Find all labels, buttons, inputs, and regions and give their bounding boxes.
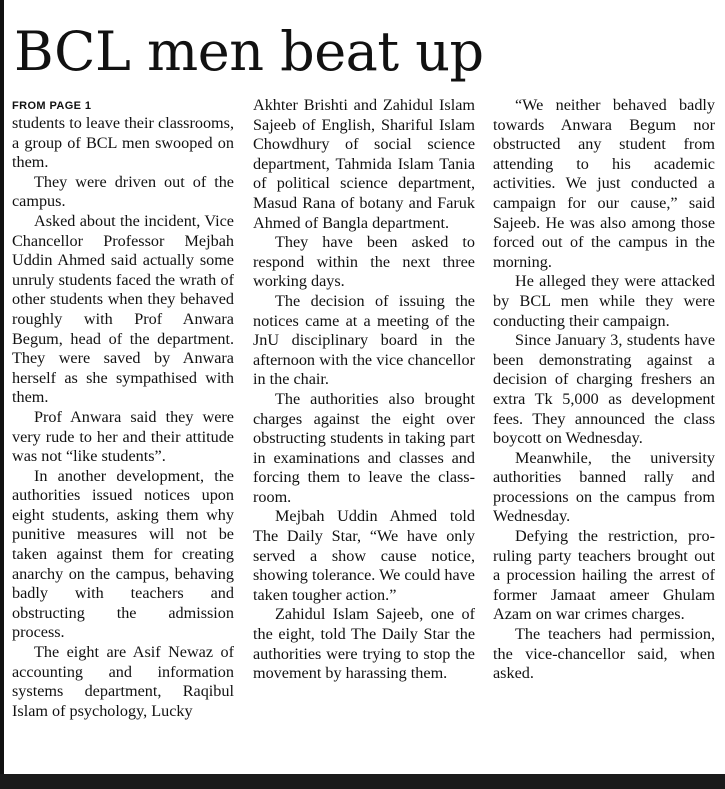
paragraph: The teachers had permission, the vice-chancellor said, when asked.: [493, 625, 715, 683]
paragraph: Zahidul Islam Sajeeb, one of the eight, told The Daily Star the authorities were trying to stop the movement by harassing them.: [253, 605, 475, 683]
paragraph: Defying the restriction, pro-ruling party teachers brought out a procession hailing the arrest of former Jamaat ameer Ghulam Azam on war crimes charges.: [493, 527, 715, 624]
bottom-border: [0, 774, 725, 789]
paragraph: The authorities also brought charges against the eight over obstructing students in taking part in examinations and classes and forcing them to leave the classroom.: [253, 389, 475, 506]
article-column-3: [493, 96, 715, 774]
headline: BCL men beat up: [14, 20, 484, 83]
paragraph: In another development, the authorities issued notices upon eight students, asking them why punitive measures will not be taken against them for creating anarchy on the campus, behaving badly with teachers and obstructing the admission process.: [12, 466, 234, 642]
continuation-kicker: FROM PAGE 1: [12, 100, 92, 112]
article-column-2: [253, 96, 475, 774]
paragraph: The eight are Asif Newaz of accounting and information systems department, Raqibul Islam of psychology, Lucky: [12, 643, 234, 720]
paragraph: Meanwhile, the university authorities banned rally and processions on the campus from Wednesday.: [493, 448, 715, 526]
paragraph: They have been asked to respond within the next three working days.: [253, 233, 475, 291]
paragraph: He alleged they were attacked by BCL men while they were conducting their campaign.: [493, 272, 715, 330]
paragraph: Asked about the incident, Vice Chancellor Professor Mejbah Uddin Ahmed said actually some unruly students faced the wrath of other students when they behaved roughly with Prof Anwara Begum, head of the department. They were saved by Anwara herself as she sympathised with them.: [12, 211, 234, 407]
paragraph: “We neither behaved badly towards Anwara Begum nor obstructed any student from attending to his academic activities. We just conducted a campaign for our cause,” said Sajeeb. He was also among those forced out of the campus in the morning.: [493, 96, 715, 271]
paragraph: students to leave their classrooms, a group of BCL men swooped on them.: [12, 114, 234, 172]
paragraph: Mejbah Uddin Ahmed told The Daily Star, “We have only served a show cause notice, showing tolerance. We could have taken tougher action.”: [253, 507, 475, 604]
paragraph: Akhter Brishti and Zahidul Islam Sajeeb of English, Shariful Islam Chowdhury of social science department, Tahmida Islam Tania of political science department, Masud Rana of botany and Faruk Ahmed of Bangla department.: [253, 96, 475, 232]
article-column-1: [12, 96, 234, 774]
column-rule: [0, 0, 4, 789]
paragraph: The decision of issuing the notices came at a meeting of the JnU disciplinary board in the afternoon with the vice chancellor in the chair.: [253, 291, 475, 389]
paragraph: Prof Anwara said they were very rude to her and their attitude was not “like students”.: [12, 407, 234, 466]
paragraph: Since January 3, students have been demonstrating against a decision of charging freshers an extra Tk 5,000 as development fees. They announced the class boycott on Wednesday.: [493, 331, 715, 448]
paragraph: They were driven out of the campus.: [12, 172, 234, 211]
